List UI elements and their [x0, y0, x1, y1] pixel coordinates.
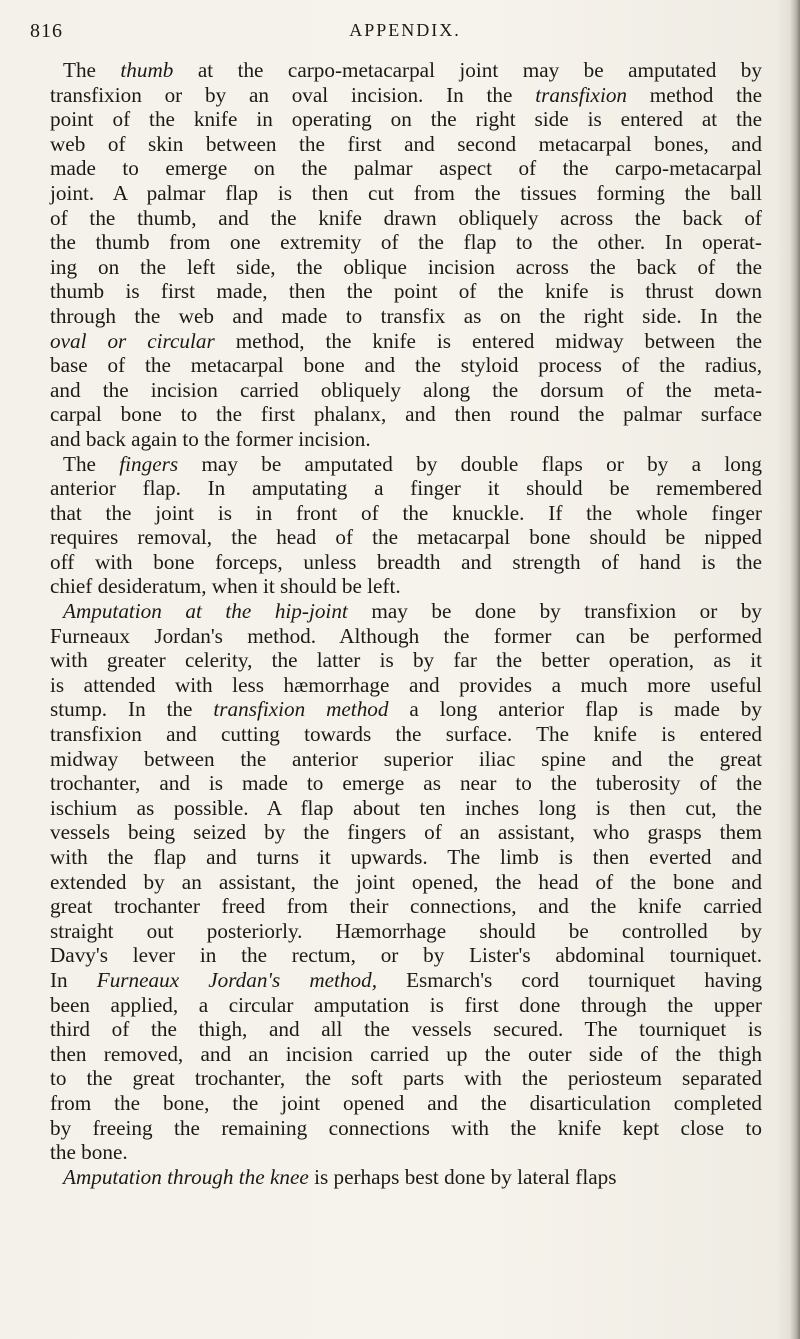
text-line	[50, 1165, 762, 1190]
text-run: requires removal, the head of the metacarpal bone should be nipped	[50, 525, 762, 550]
paragraph	[50, 58, 762, 452]
text-run: vessels being seized by the fingers of an assistant, who grasps them	[50, 820, 762, 845]
text-run: carpal bone to the first phalanx, and then round the palmar surface	[50, 402, 762, 427]
text-run: extended by an assistant, the joint opened, the head of the bone and	[50, 869, 762, 894]
text-line	[50, 132, 762, 157]
page-header	[30, 14, 760, 46]
text-run: ing on the left side, the oblique incision across the back of the	[50, 254, 762, 279]
text-run: midway between the anterior superior iliac spine and the great	[50, 746, 762, 771]
text-run: In	[50, 967, 97, 992]
text-line	[50, 402, 762, 427]
text-run: been applied, a circular amputation is first done through the upper	[50, 992, 762, 1017]
text-line	[50, 1042, 762, 1067]
text-line	[50, 304, 762, 329]
text-run: is perhaps best done by lateral flaps	[308, 1164, 617, 1189]
running-head: APPENDIX.	[349, 20, 461, 40]
text-line	[50, 574, 762, 599]
text-run: Furneaux Jordan's method. Although the former can be performed	[50, 623, 762, 648]
text-run: with greater celerity, the latter is by far the better operation, as it	[50, 648, 762, 673]
text-run: The	[63, 451, 120, 476]
text-line	[50, 58, 762, 83]
text-line	[50, 894, 762, 919]
text-run: joint. A palmar flap is then cut from the tissues forming the ball	[50, 180, 762, 205]
text-run: Davy's lever in the rectum, or by Lister's abdominal tourniquet.	[50, 943, 762, 968]
text-line	[50, 673, 762, 698]
text-run: straight out posteriorly. Hæmorrhage should be controlled by	[50, 918, 762, 943]
page-edge-shadow	[790, 0, 800, 1339]
text-line	[50, 1066, 762, 1091]
text-line	[50, 156, 762, 181]
text-run: then removed, and an incision carried up the outer side of the thigh	[50, 1041, 762, 1066]
text-line	[50, 796, 762, 821]
italic-term: thumb	[120, 58, 174, 82]
text-run: may be done by transfixion or by	[347, 599, 763, 624]
text-run: great trochanter freed from their connections, and the knife carried	[50, 894, 762, 919]
text-line	[50, 255, 762, 280]
text-run: the bone.	[50, 1140, 128, 1165]
paragraph	[50, 1165, 762, 1190]
text-run: and the incision carried obliquely along the dorsum of the meta-	[50, 377, 762, 402]
text-run: with the flap and turns it upwards. The limb is then everted and	[50, 845, 762, 869]
text-run: made to emerge on the palmar aspect of the carpo-metacarpal	[50, 156, 762, 181]
text-run: of the thumb, and the knife drawn obliquely across the back of	[50, 205, 762, 230]
text-run: is attended with less hæmorrhage and provides a much more useful	[50, 672, 762, 697]
italic-term: Furneaux Jordan's method,	[96, 967, 378, 992]
text-line	[50, 525, 762, 550]
text-line	[50, 550, 762, 575]
text-run: and back again to the former incision.	[50, 426, 371, 451]
text-line	[50, 1116, 762, 1141]
text-run: stump. In the	[50, 697, 214, 722]
text-run: ischium as possible. A flap about ten inches long is then cut, the	[50, 795, 762, 820]
text-run: by freeing the remaining connections with the knife kept close to	[50, 1115, 762, 1140]
text-run: method, the knife is entered midway between the	[214, 328, 762, 353]
text-line	[50, 1091, 762, 1116]
text-run: Esmarch's cord tourniquet having	[377, 967, 762, 992]
text-line	[50, 968, 762, 993]
text-run: the thumb from one extremity of the flap to the other. In operat-	[50, 230, 762, 255]
text-line	[50, 820, 762, 845]
text-line	[50, 279, 762, 304]
text-line	[50, 206, 762, 231]
text-run: base of the metacarpal bone and the styloid process of the radius,	[50, 353, 762, 378]
italic-term: transfixion method	[213, 697, 389, 722]
italic-term: transfixion	[535, 82, 628, 107]
text-run: transfixion and cutting towards the surface. The knife is entered	[50, 722, 762, 747]
text-line	[50, 648, 762, 673]
italic-term: Amputation through the knee	[63, 1164, 309, 1189]
text-run: method the	[627, 82, 763, 107]
text-line	[50, 378, 762, 403]
text-run: point of the knife in operating on the right side is entered at the	[50, 107, 762, 132]
text-run: transfixion or by an oval incision. In the	[50, 82, 536, 107]
text-line	[50, 845, 762, 870]
text-line	[50, 943, 762, 968]
body-text	[50, 58, 762, 1189]
text-run: from the bone, the joint opened and the disarticulation completed	[50, 1090, 762, 1115]
text-run: at the carpo-metacarpal joint may be amputated by	[173, 58, 762, 82]
text-run: to the great trochanter, the soft parts with the periosteum separated	[50, 1066, 762, 1091]
paragraph	[50, 452, 762, 600]
text-run: may be amputated by double flaps or by a long	[178, 451, 762, 476]
italic-term: Amputation at the hip-joint	[63, 599, 348, 624]
text-run: The	[63, 58, 121, 82]
text-line	[50, 329, 762, 354]
italic-term: oval or circular	[50, 328, 215, 353]
text-run: web of skin between the first and second metacarpal bones, and	[50, 131, 762, 156]
text-line	[50, 1017, 762, 1042]
text-run: thumb is first made, then the point of the knife is thrust down	[50, 279, 762, 304]
page-number: 816	[30, 20, 63, 42]
text-line	[50, 697, 762, 722]
text-line	[50, 230, 762, 255]
text-line	[50, 747, 762, 772]
text-line	[50, 722, 762, 747]
paragraph	[50, 599, 762, 1165]
text-run: a long anterior flap is made by	[388, 697, 762, 722]
text-line	[50, 1140, 762, 1165]
text-run: anterior flap. In amputating a finger it should be remembered	[50, 476, 762, 501]
text-line	[50, 452, 762, 477]
text-line	[50, 870, 762, 895]
text-line	[50, 476, 762, 501]
text-line	[50, 771, 762, 796]
text-line	[50, 624, 762, 649]
text-line	[50, 353, 762, 378]
text-run: through the web and made to transfix as on the right side. In the	[50, 303, 762, 328]
text-line	[50, 83, 762, 108]
text-run: off with bone forceps, unless breadth and strength of hand is the	[50, 549, 762, 574]
text-line	[50, 501, 762, 526]
text-line	[50, 919, 762, 944]
text-line	[50, 181, 762, 206]
text-line	[50, 427, 762, 452]
text-line	[50, 599, 762, 624]
text-run: that the joint is in front of the knuckle. If the whole finger	[50, 500, 762, 525]
text-line	[50, 107, 762, 132]
text-run: trochanter, and is made to emerge as near to the tuberosity of the	[50, 771, 762, 796]
italic-term: fingers	[119, 451, 179, 476]
text-run: chief desideratum, when it should be left.	[50, 574, 401, 599]
text-run: third of the thigh, and all the vessels secured. The tourniquet is	[50, 1017, 762, 1042]
text-line	[50, 993, 762, 1018]
